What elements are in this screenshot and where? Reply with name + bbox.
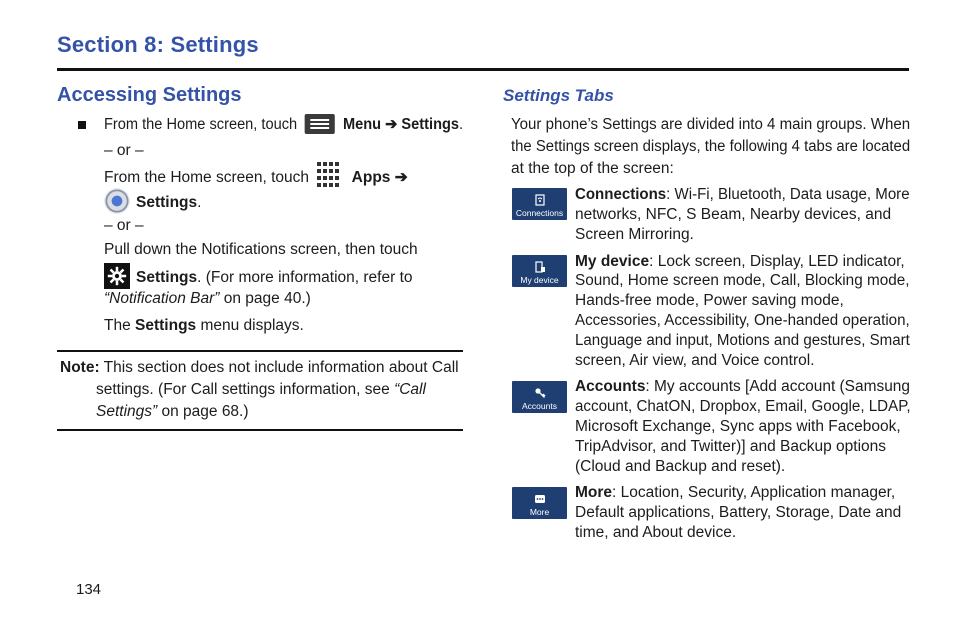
more-line-1: More: Location, Security, Application manager, [575,484,896,501]
settings-gear-icon [104,188,130,214]
connections-tab-icon: Connections [512,188,567,220]
instruction-line-4: Pull down the Notifications screen, then touch [104,241,418,258]
accounts-line-1: Accounts: My accounts [Add account (Samsung [575,378,910,395]
accessing-settings-heading: Accessing Settings [57,84,242,106]
instruction-line-2: From the Home screen, touch Apps ➔ [104,165,408,191]
note-line-2: settings. (For Call settings information, see “Call [96,381,426,398]
menu-icon [305,114,335,134]
my-device-icon [534,261,546,273]
my-device-line-1: My device: Lock screen, Display, LED indicator, [575,253,905,270]
note-bottom-rule [57,429,463,431]
instruction-line-1: From the Home screen, touch Menu ➔ Settings. [104,115,463,135]
more-icon [534,493,546,505]
section-divider [57,68,909,71]
my-device-line-4: Accessories, Accessibility, One-handed operation, [575,312,910,329]
apps-grid-icon [317,162,341,188]
page-number: 134 [76,581,102,598]
or-separator-1: – or – [104,142,144,159]
accounts-line-2: account, ChatON, Dropbox, Email, Google, LDAP, [575,398,911,415]
instruction-line-6: “Notification Bar” on page 40.) [104,290,311,307]
instruction-line-7: The Settings menu displays. [104,317,304,334]
my-device-line-5: Language and input, Motions and gestures, Smart [575,332,910,349]
instruction-line-5: Settings. (For more information, refer to [104,265,413,291]
notification-settings-icon [104,263,130,289]
note-line-3: Settings” on page 68.) [96,403,249,420]
accounts-line-4: TripAdvisor, and Twitter)] and Backup options [575,438,887,455]
bullet-icon [78,121,86,129]
settings-tabs-heading: Settings Tabs [503,86,614,105]
more-tab-icon: More [512,487,567,519]
accounts-tab-icon: Accounts [512,381,567,413]
connections-line-1: Connections: Wi-Fi, Bluetooth, Data usage, More [575,186,910,203]
my-device-line-6: screen, Air view, and Voice control. [575,352,815,369]
connections-icon [534,194,546,206]
accounts-icon [534,387,546,399]
note-line-1: Note: This section does not include information about Call [60,359,459,376]
accounts-line-5: (Cloud and Backup and reset). [575,458,786,475]
or-separator-2: – or – [104,217,144,234]
section-title: Section 8: Settings [57,32,259,57]
note-top-rule [57,350,463,352]
my-device-line-3: Hands-free mode, Power saving mode, [575,292,844,309]
intro-line-2: the Settings screen displays, the following 4 tabs are located [511,138,911,155]
intro-line-3: at the top of the screen: [511,160,674,177]
my-device-tab-icon: My device [512,255,567,287]
accounts-line-3: Microsoft Exchange, Sync apps with Facebook, [575,418,901,435]
more-line-2: Default applications, Battery, Storage, Date and [575,504,902,521]
connections-line-2: networks, NFC, S Beam, Nearby devices, and [575,206,892,223]
instruction-line-3: Settings. [104,190,201,216]
more-line-3: time, and About device. [575,524,737,541]
my-device-line-2: Sound, Home screen mode, Call, Blocking mode, [575,272,910,289]
connections-line-3: Screen Mirroring. [575,226,694,243]
intro-line-1: Your phone’s Settings are divided into 4 main groups. When [511,116,911,133]
note-label: Note: [60,359,100,376]
